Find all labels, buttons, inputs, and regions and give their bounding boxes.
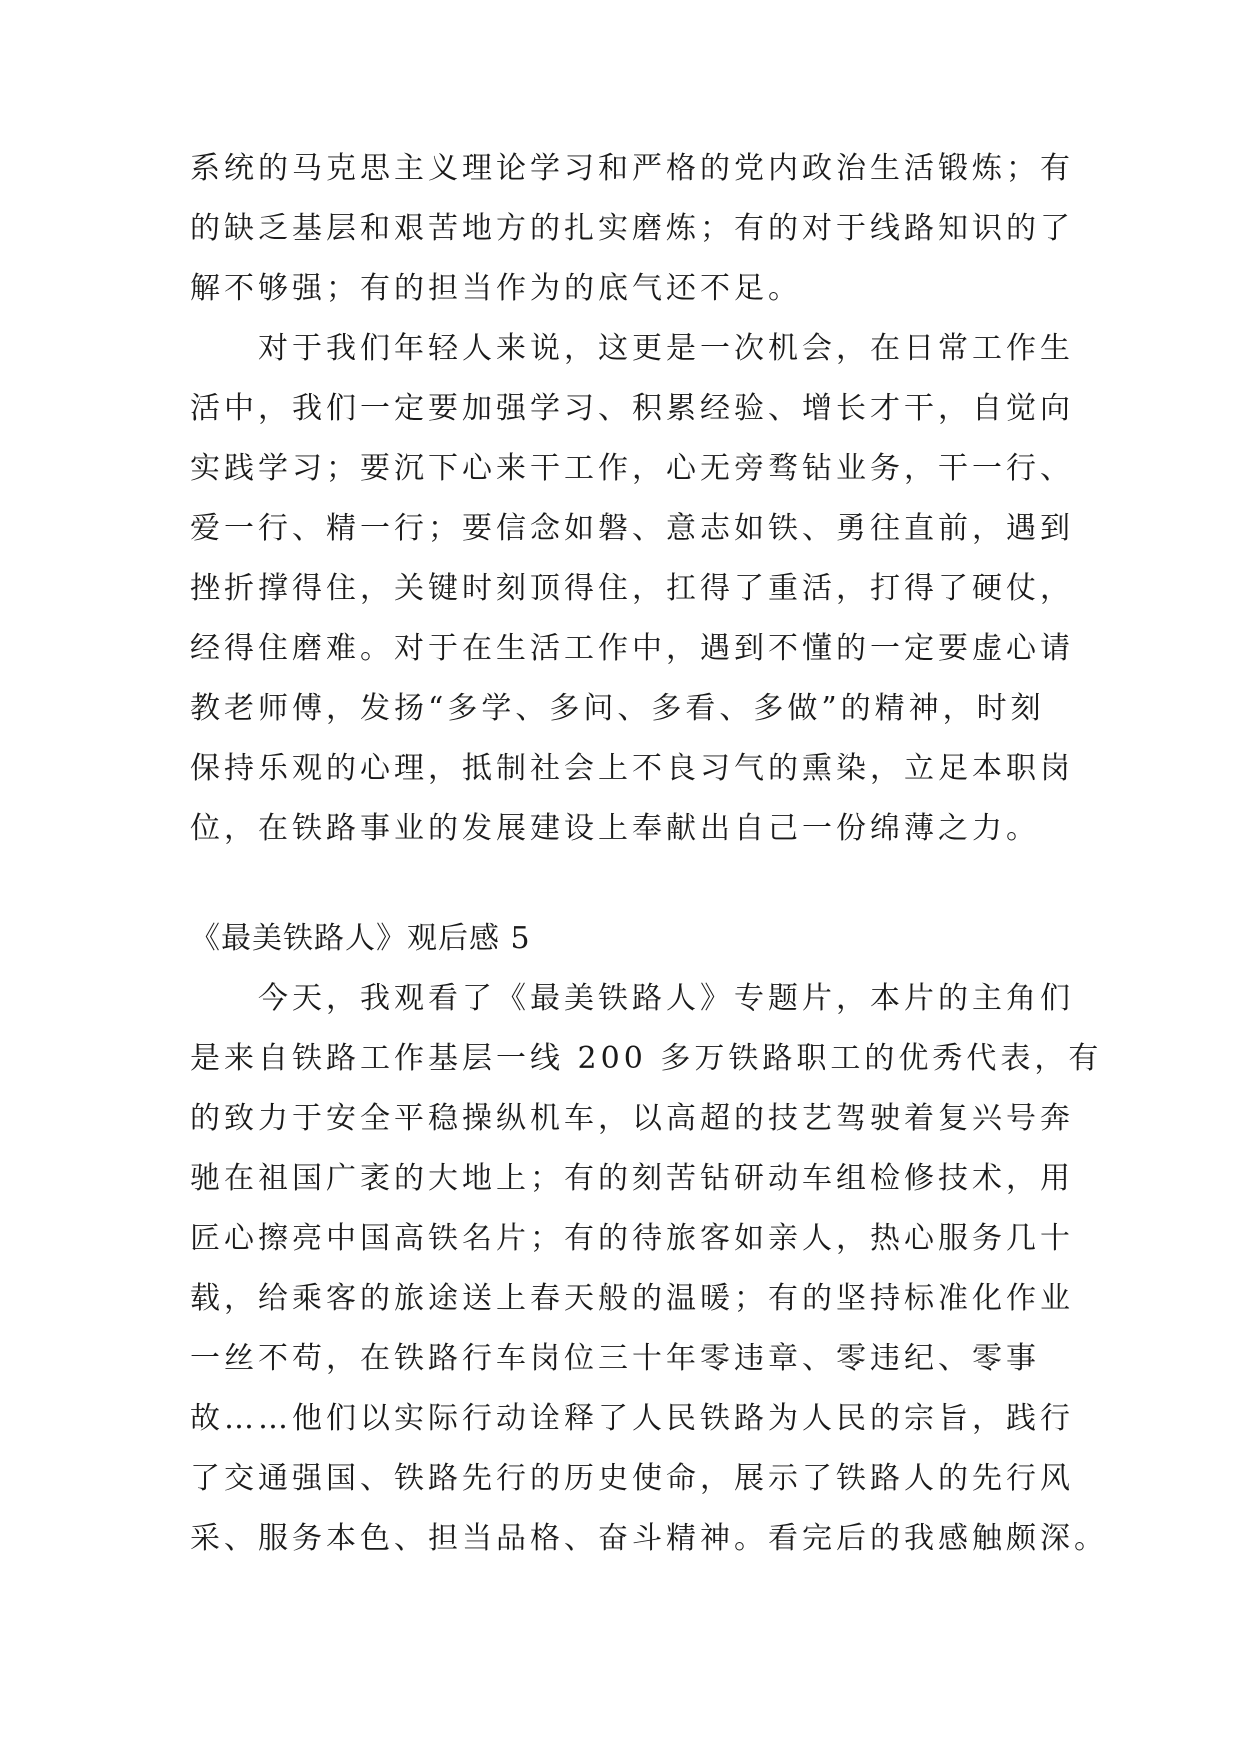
- text-line: 位，在铁路事业的发展建设上奉献出自己一份绵薄之力。: [190, 811, 1040, 846]
- text-line: 教老师傅，发扬“多学、多问、多看、多做”的精神，时刻: [190, 691, 1045, 726]
- text-line: 对于我们年轻人来说，这更是一次机会，在日常工作生: [258, 331, 1074, 366]
- text-line: 匠心擦亮中国高铁名片；有的待旅客如亲人，热心服务几十: [190, 1221, 1074, 1256]
- text-line: 今天，我观看了《最美铁路人》专题片，本片的主角们: [258, 981, 1074, 1016]
- text-line: 一丝不苟，在铁路行车岗位三十年零违章、零违纪、零事: [190, 1341, 1040, 1376]
- text-line: 系统的马克思主义理论学习和严格的党内政治生活锻炼；有: [190, 151, 1074, 186]
- text-line: 采、服务本色、担当品格、奋斗精神。看完后的我感触颇深。: [190, 1521, 1108, 1556]
- section-heading: 《最美铁路人》观后感 5: [190, 921, 531, 956]
- text-line: 实践学习；要沉下心来干工作，心无旁骛钻业务，干一行、: [190, 451, 1074, 486]
- text-line: 解不够强；有的担当作为的底气还不足。: [190, 271, 802, 306]
- text-line: 爱一行、精一行；要信念如磐、意志如铁、勇往直前，遇到: [190, 511, 1074, 546]
- text-line: 保持乐观的心理，抵制社会上不良习气的熏染，立足本职岗: [190, 751, 1074, 786]
- text-line: 经得住磨难。对于在生活工作中，遇到不懂的一定要虚心请: [190, 631, 1074, 666]
- text-line: 是来自铁路工作基层一线 200 多万铁路职工的优秀代表，有: [190, 1041, 1103, 1076]
- text-line: 的致力于安全平稳操纵机车，以高超的技艺驾驶着复兴号奔: [190, 1101, 1074, 1136]
- text-line: 故……他们以实际行动诠释了人民铁路为人民的宗旨，践行: [190, 1401, 1074, 1436]
- text-line: 活中，我们一定要加强学习、积累经验、增长才干，自觉向: [190, 391, 1074, 426]
- text-line: 挫折撑得住，关键时刻顶得住，扛得了重活，打得了硬仗，: [190, 571, 1074, 606]
- text-line: 载，给乘客的旅途送上春天般的温暖；有的坚持标准化作业: [190, 1281, 1074, 1316]
- text-line: 驰在祖国广袤的大地上；有的刻苦钻研动车组检修技术，用: [190, 1161, 1074, 1196]
- text-line: 了交通强国、铁路先行的历史使命，展示了铁路人的先行风: [190, 1461, 1074, 1496]
- text-line: 的缺乏基层和艰苦地方的扎实磨炼；有的对于线路知识的了: [190, 211, 1074, 246]
